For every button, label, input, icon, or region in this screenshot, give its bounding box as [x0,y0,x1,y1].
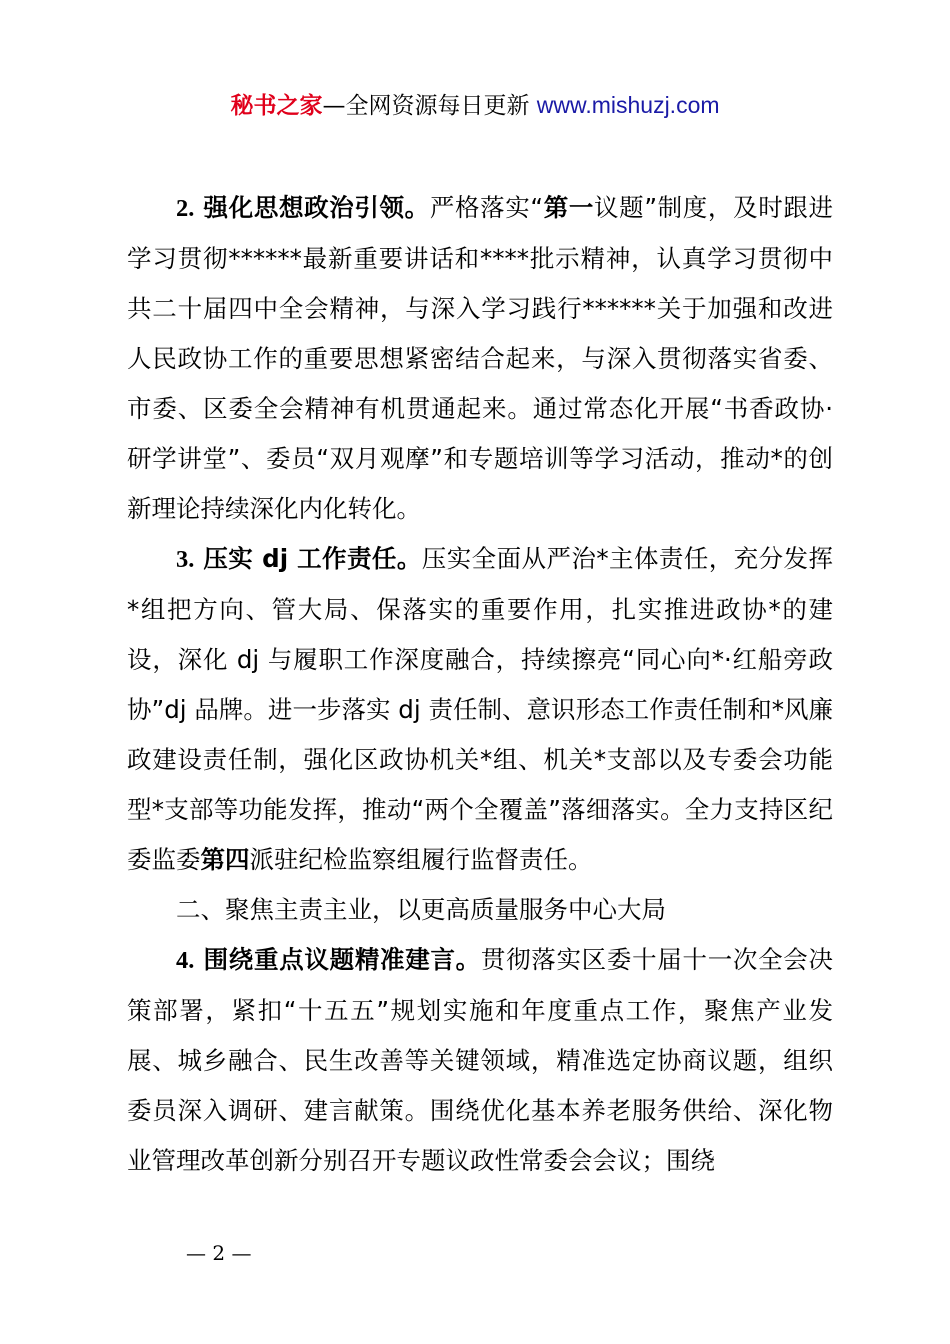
header-tagline: —全网资源每日更新 [322,93,537,119]
site-url-link[interactable]: www.mishuzj.com [536,92,720,118]
paragraph-text: 贯彻落实区委十届十一次全会决策部署，紧扣“十五五”规划实施和年度重点工作，聚焦产业发展、城乡融合、民生改善等关键领域，精准选定协商议题，组织委员深入调研、建言献策。围绕优化基本养老服务供给、深化物业管理改革创新分别召开专题议政性常委会会议；围绕 [127,945,834,1175]
item-title: 围绕重点议题精准建言。 [194,945,481,974]
item-number: 2. [176,195,195,222]
item-number: 4. [176,947,195,974]
bold-text: 第一 [543,193,595,222]
paragraph-text: 严格落实“ [429,193,544,222]
paragraph-text: 派驻纪检监察组履行监督责任。 [249,845,593,874]
paragraph-2 [127,183,833,534]
page-number: — 2 — [186,1241,252,1265]
paragraph-text: 议题”制度，及时跟进学习贯彻******最新重要讲话和****批示精神，认真学习贯彻中共二十届四中全会精神，与深入学习践行******关于加强和改进人民政协工作的重要思想紧密结合起来，与深入贯彻落实省委、市委、区委全会精神有机贯通起来。通过常态化开展“书香政协·研学讲堂”、委员“双月观摩”和专题培训等学习活动，推动*的创新理论持续深化内化转化。 [127,193,833,523]
paragraph-4 [127,935,833,1186]
paragraph-3 [127,534,833,885]
document-body [127,183,833,1186]
item-title: 强化思想政治引领。 [194,193,430,222]
item-title: 压实 dj 工作责任。 [194,544,422,573]
site-header [0,88,950,123]
bold-text: 第四 [200,845,250,874]
item-number: 3. [176,546,195,573]
paragraph-text: 压实全面从严治*主体责任，充分发挥*组把方向、管大局、保落实的重要作用，扎实推进政协*的建设，深化 dj 与履职工作深度融合，持续擦亮“同心向*·红船旁政协”dj 品牌。进一步落实 dj 责任制、意识形态工作责任制和*风廉政建设责任制，强化区政协机关*组、机关*支部以及专委会功能型*支部等功能发挥，推动“两个全覆盖”落细落实。全力支持区纪委监委 [127,544,833,874]
brand-name: 秘书之家 [230,93,323,119]
section-heading: 二、聚焦主责主业，以更高质量服务中心大局 [176,895,666,924]
